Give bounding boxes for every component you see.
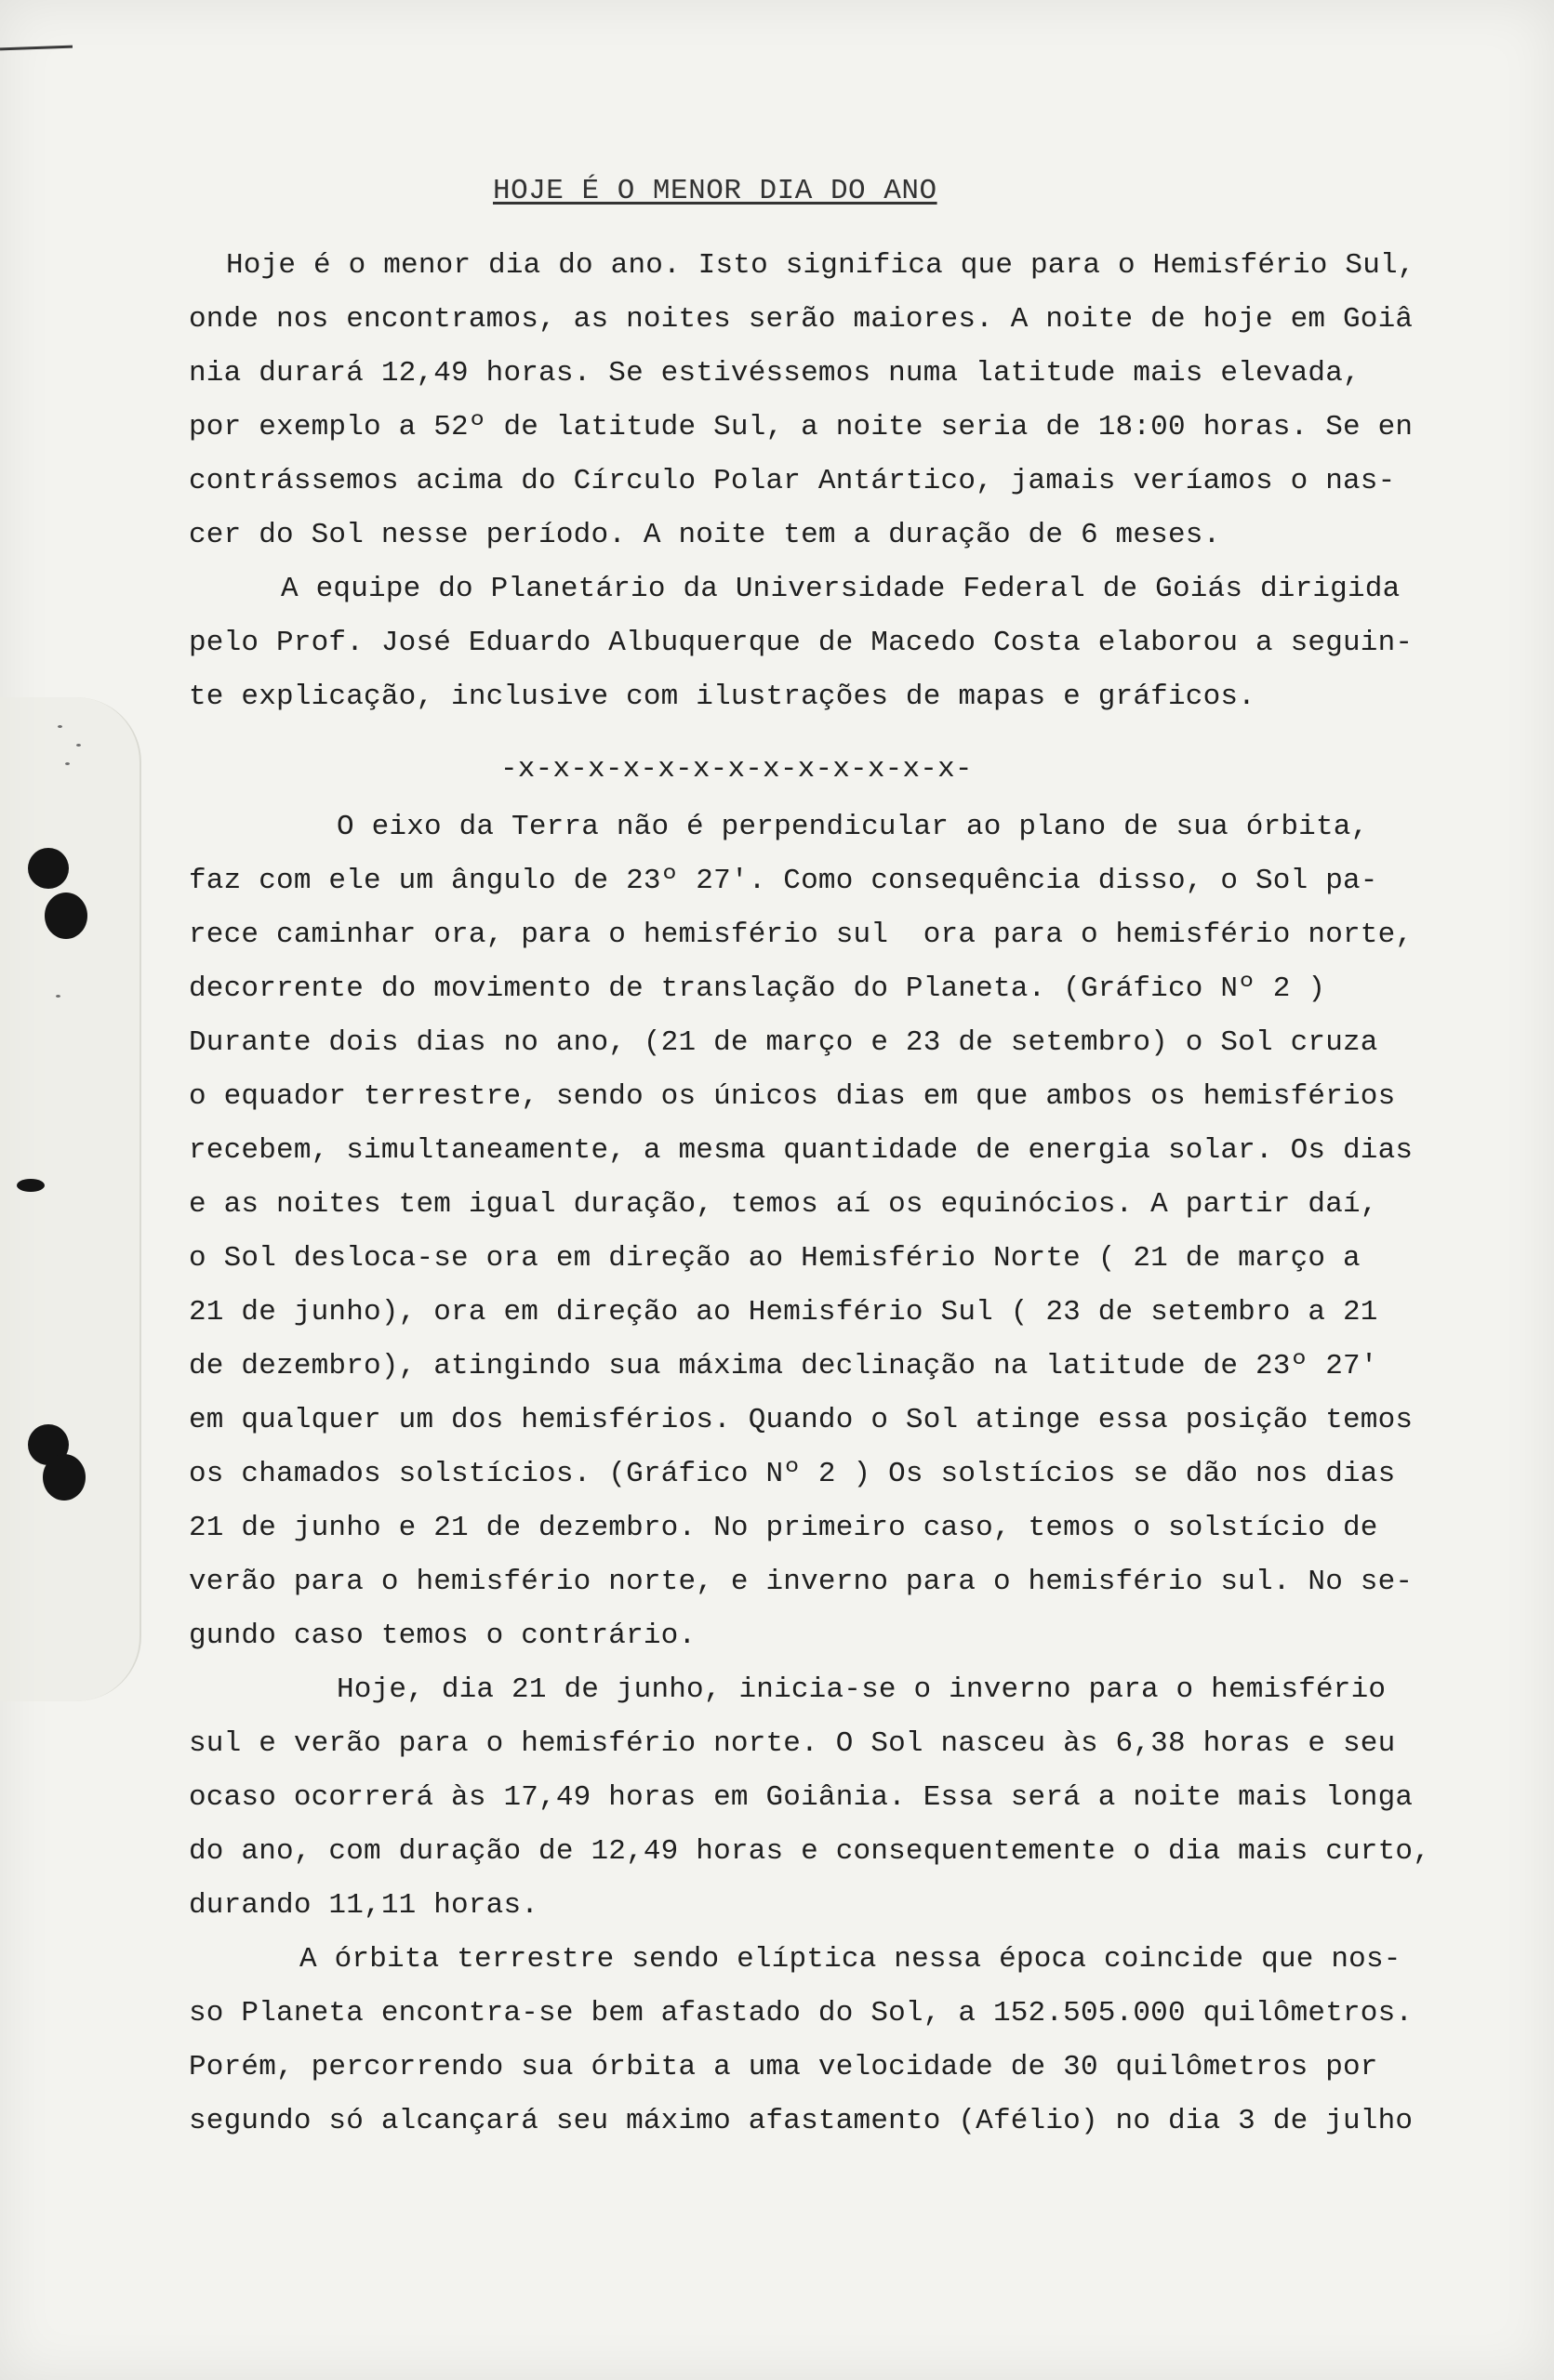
text-line: nia durará 12,49 horas. Se estivéssemos numa latitude mais elevada, — [189, 357, 1361, 390]
text-line: Porém, percorrendo sua órbita a uma velocidade de 30 quilômetros por — [189, 2051, 1378, 2083]
text-line: de dezembro), atingindo sua máxima declinação na latitude de 23º 27' — [189, 1350, 1378, 1382]
text-line: e as noites tem igual duração, temos aí os equinócios. A partir daí, — [189, 1188, 1378, 1221]
text-line: contrássemos acima do Círculo Polar Antártico, jamais veríamos o nas- — [189, 465, 1396, 497]
text-line: do ano, com duração de 12,49 horas e consequentemente o dia mais curto, — [189, 1835, 1431, 1868]
ink-speck — [76, 744, 81, 747]
text-line: Durante dois dias no ano, (21 de março e 23 de setembro) o Sol cruza — [189, 1026, 1378, 1059]
text-line: faz com ele um ângulo de 23º 27'. Como consequência disso, o Sol pa- — [189, 865, 1378, 897]
text-line: decorrente do movimento de translação do Planeta. (Gráfico Nº 2 ) — [189, 972, 1326, 1005]
text-line: por exemplo a 52º de latitude Sul, a noite seria de 18:00 horas. Se en — [189, 411, 1414, 443]
text-line: te explicação, inclusive com ilustrações de mapas e gráficos. — [189, 681, 1255, 713]
text-line: cer do Sol nesse período. A noite tem a duração de 6 meses. — [189, 519, 1221, 551]
text-line: O eixo da Terra não é perpendicular ao plano de sua órbita, — [337, 811, 1369, 843]
punch-hole — [28, 848, 69, 889]
text-line: Hoje é o menor dia do ano. Isto significa que para o Hemisfério Sul, — [226, 249, 1415, 282]
ink-speck — [58, 725, 62, 728]
text-line: em qualquer um dos hemisférios. Quando o Sol atinge essa posição temos — [189, 1404, 1414, 1436]
text-line: segundo só alcançará seu máximo afastamento (Afélio) no dia 3 de julho — [189, 2105, 1414, 2137]
ink-speck — [56, 995, 60, 998]
text-line: rece caminhar ora, para o hemisfério sul ora para o hemisfério norte, — [189, 919, 1414, 951]
text-line: ocaso ocorrerá às 17,49 horas em Goiânia. Essa será a noite mais longa — [189, 1781, 1414, 1814]
text-line: 21 de junho e 21 de dezembro. No primeiro caso, temos o solstício de — [189, 1512, 1378, 1544]
text-line: so Planeta encontra-se bem afastado do Sol, a 152.505.000 quilômetros. — [189, 1997, 1414, 2030]
ink-speck — [65, 762, 70, 765]
text-line: durando 11,11 horas. — [189, 1889, 539, 1922]
text-line: sul e verão para o hemisfério norte. O Sol nasceu às 6,38 horas e seu — [189, 1727, 1396, 1760]
text-line: Hoje, dia 21 de junho, inicia-se o inverno para o hemisfério — [337, 1673, 1387, 1706]
document-title: HOJE É O MENOR DIA DO ANO — [493, 175, 937, 207]
text-line: o Sol desloca-se ora em direção ao Hemisfério Norte ( 21 de março a — [189, 1242, 1361, 1275]
text-line: os chamados solstícios. (Gráfico Nº 2 ) Os solstícios se dão nos dias — [189, 1458, 1396, 1490]
text-line: onde nos encontramos, as noites serão maiores. A noite de hoje em Goiâ — [189, 303, 1414, 336]
text-line: A órbita terrestre sendo elíptica nessa época coincide que nos- — [299, 1943, 1401, 1976]
ink-smudge — [17, 1179, 45, 1192]
text-line: o equador terrestre, sendo os únicos dias em que ambos os hemisférios — [189, 1080, 1396, 1113]
text-line: gundo caso temos o contrário. — [189, 1620, 697, 1652]
corner-mark — [0, 46, 73, 51]
text-line: 21 de junho), ora em direção ao Hemisfério Sul ( 23 de setembro a 21 — [189, 1296, 1378, 1329]
punch-hole — [43, 1454, 86, 1501]
punch-hole — [45, 892, 87, 939]
text-line: recebem, simultaneamente, a mesma quantidade de energia solar. Os dias — [189, 1134, 1414, 1167]
text-line: verão para o hemisfério norte, e inverno para o hemisfério sul. No se- — [189, 1566, 1414, 1598]
binding-strip — [0, 697, 141, 1701]
text-line: A equipe do Planetário da Universidade Federal de Goiás dirigida — [281, 573, 1401, 605]
separator-line: -x-x-x-x-x-x-x-x-x-x-x-x-x- — [500, 753, 973, 786]
text-line: pelo Prof. José Eduardo Albuquerque de Macedo Costa elaborou a seguin- — [189, 627, 1414, 659]
